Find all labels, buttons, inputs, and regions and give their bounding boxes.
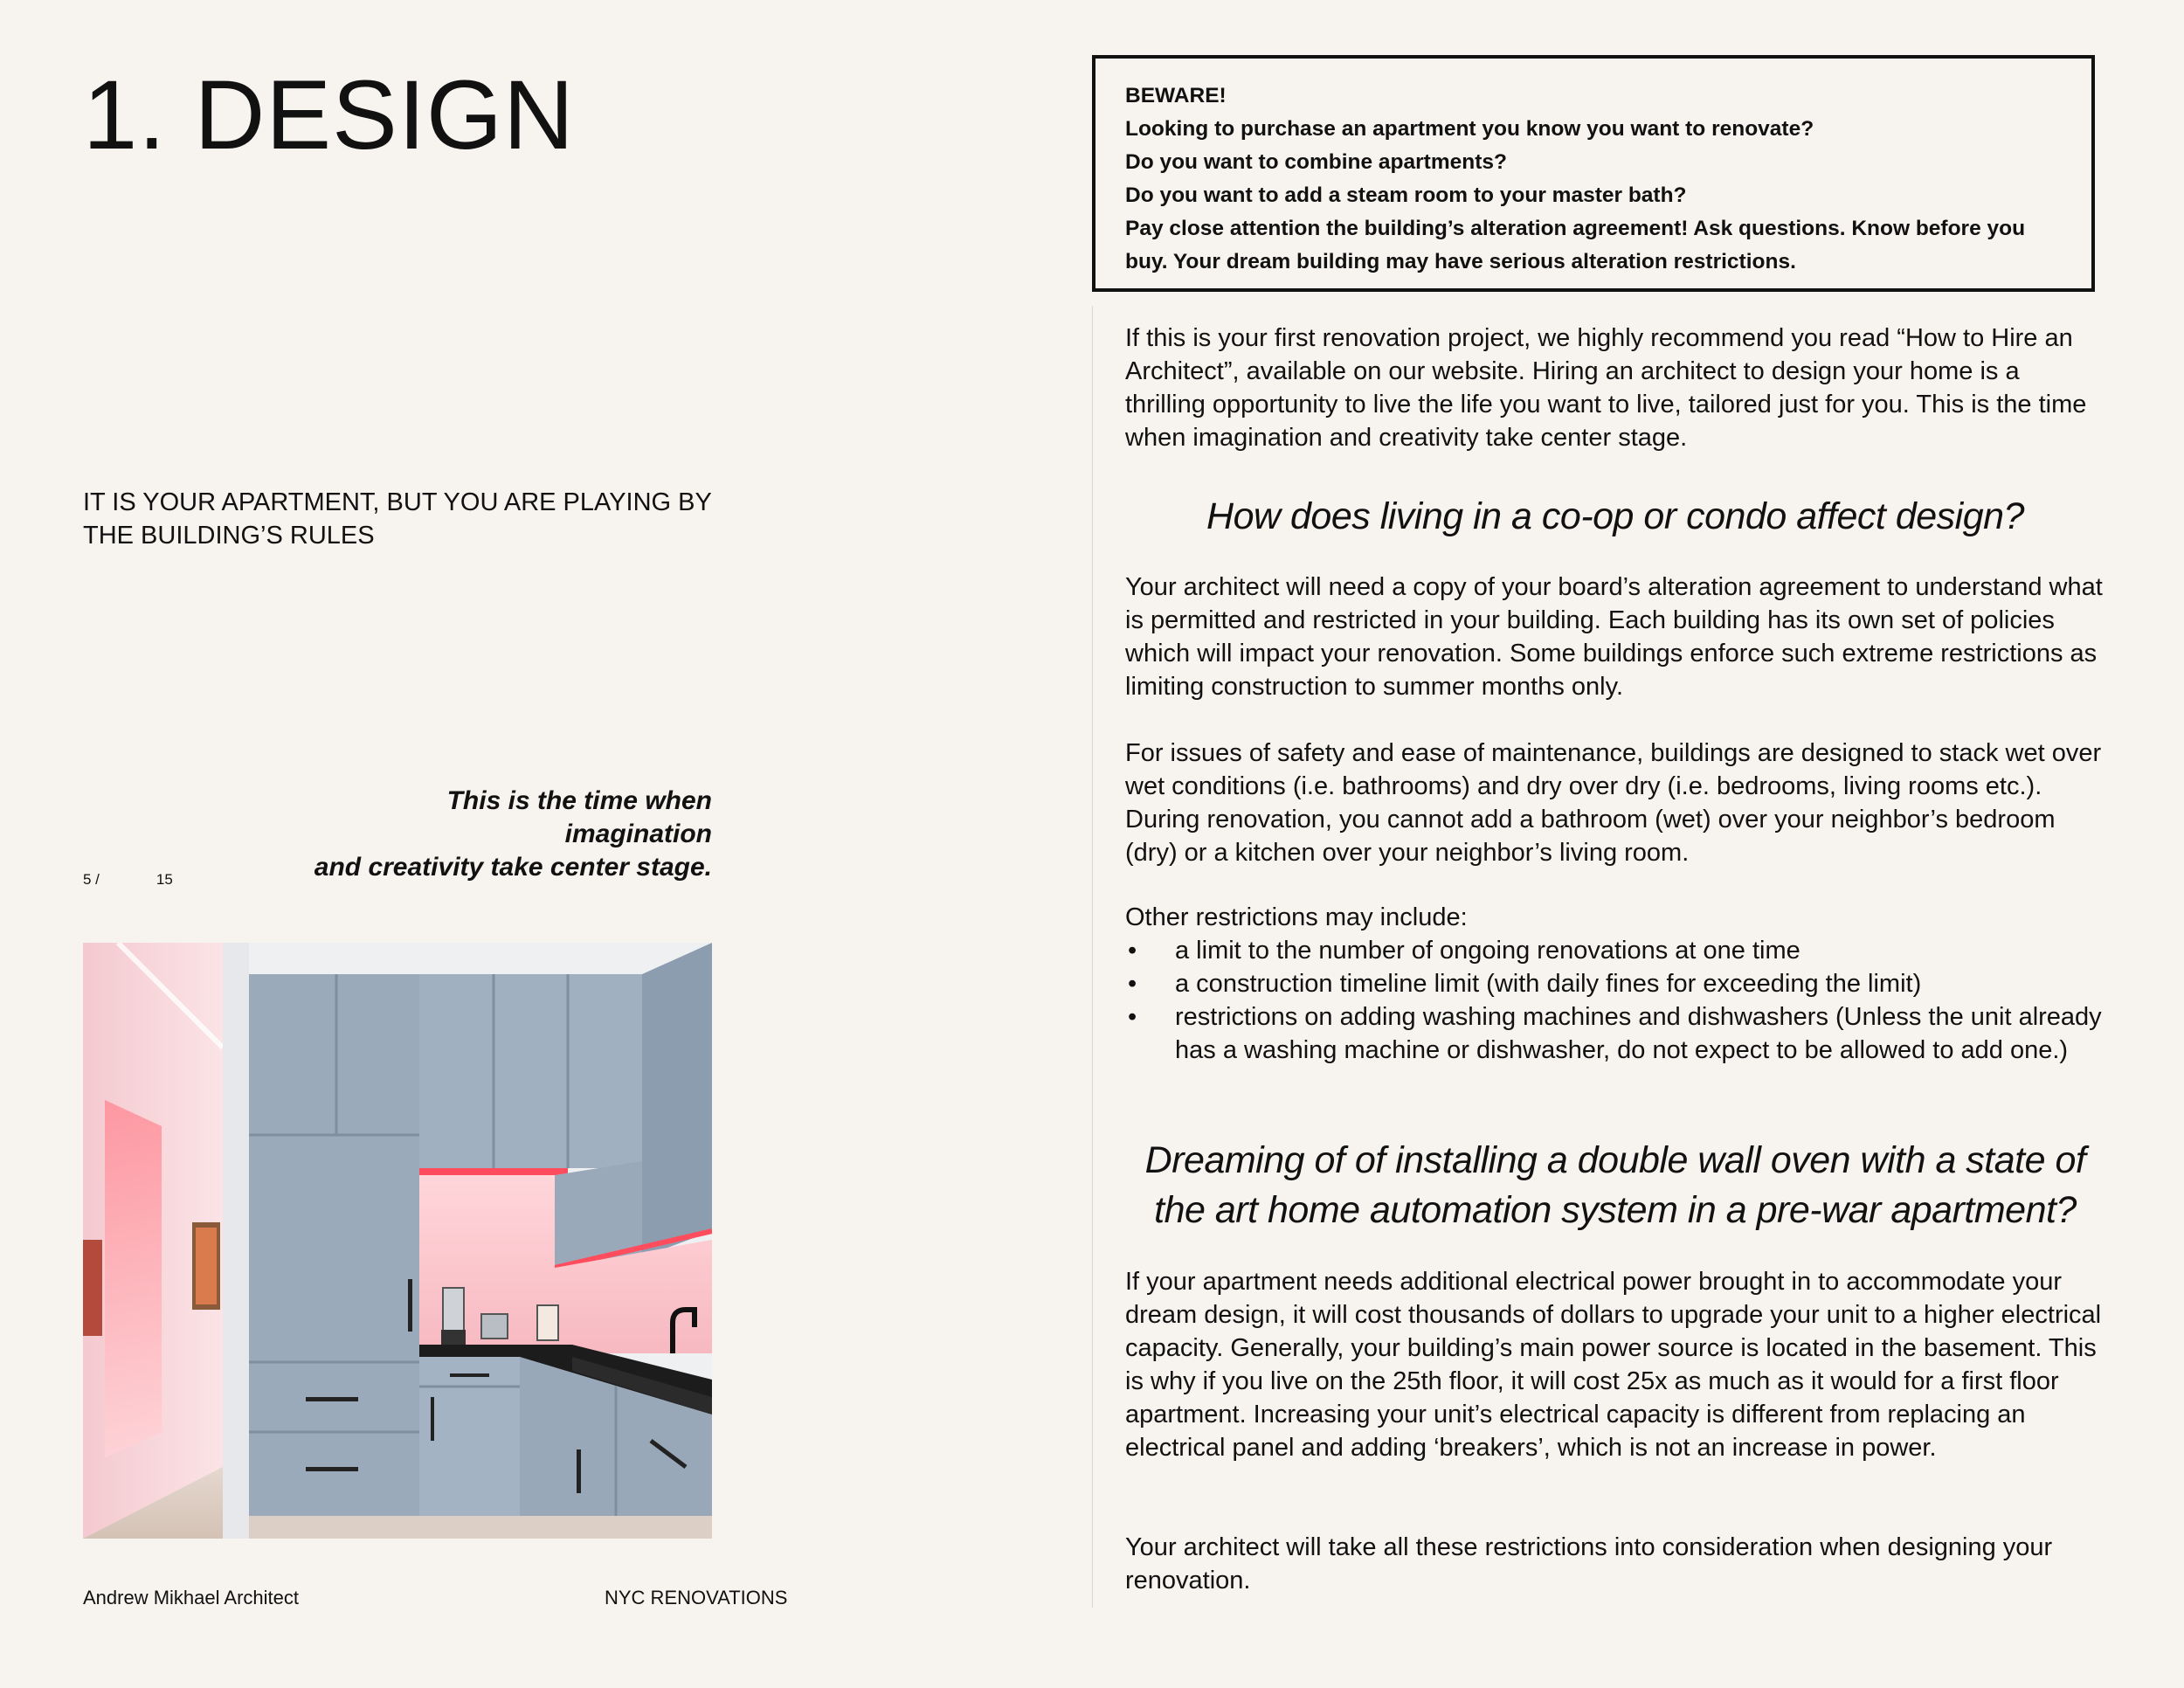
page-current: 5 /: [83, 871, 100, 888]
paragraph: If your apartment needs additional electrical power brought in to accommodate your dream design, it will cost thousands of dollars to upgrade your unit to a higher electrical capacity. Generally, your building’s main power source is located in the basement. This is why if you live on the 25th floor, it will cost 25x as much as it would for a first floor apartment. Increasing your unit’s electrical capacity is different from replacing an electrical panel and adding ‘breakers’, which is not an increase in power.: [1125, 1268, 2102, 1462]
page-number: [83, 871, 173, 889]
list-item-text: a limit to the number of ongoing renovations at one time: [1175, 937, 1800, 965]
restrictions-list: [1125, 934, 2104, 1067]
bullet: •: [1128, 970, 1137, 998]
section-heading: [1092, 1136, 2139, 1235]
beware-callout-box: [1092, 55, 2095, 292]
section-subtitle: [83, 486, 747, 552]
pull-quote: [297, 785, 712, 884]
beware-line: buy. Your dream building may have serious alteration restrictions.: [1125, 250, 1796, 273]
subtitle-line: IT IS YOUR APARTMENT, BUT YOU ARE PLAYING BY: [83, 488, 712, 516]
paragraph: Your architect will need a copy of your board’s alteration agreement to understand what is permitted and restricted in your building. Each building has its own set of policies which will impact your renovation. Some buildings enforce such extreme restrictions as limiting construction to summer months only.: [1125, 573, 2103, 701]
bullet: •: [1128, 937, 1137, 965]
page-total: 15: [156, 871, 173, 888]
list-intro: Other restrictions may include:: [1125, 903, 1468, 931]
beware-line: Do you want to combine apartments?: [1125, 150, 1507, 174]
page-title: 1. DESIGN: [83, 60, 575, 169]
beware-line: Do you want to add a steam room to your master bath?: [1125, 183, 1687, 207]
intro-paragraph: If this is your first renovation project, we highly recommend you read “How to Hire an Architect”, available on our website. Hiring an architect to design your home is a thrilling opportunity to live the life you want to live, tailored just for you. This is the time when imagination and creativity take center stage.: [1125, 324, 2087, 452]
beware-line: Pay close attention the building’s alteration agreement! Ask questions. Know before you: [1125, 217, 2026, 240]
paragraph: For issues of safety and ease of maintenance, buildings are designed to stack wet over wet conditions (i.e. bathrooms) and dry over dry (i.e. bedrooms, living rooms etc.). During renovation, you cannot add a bathroom (wet) over your neighbor’s bedroom (dry) or a kitchen over your neighbor’s living room.: [1125, 739, 2102, 867]
beware-heading: BEWARE!: [1125, 84, 1227, 107]
subtitle-line: THE BUILDING’S RULES: [83, 522, 375, 550]
list-item: [1125, 1000, 2104, 1067]
footer-architect: Andrew Mikhael Architect: [83, 1587, 299, 1608]
closing-paragraph: Your architect will take all these restrictions into consideration when designing your renovation.: [1125, 1533, 2053, 1595]
kitchen-photo: [83, 943, 712, 1539]
section-heading: How does living in a co-op or condo affect design?: [1206, 495, 2024, 537]
footer-series: NYC RENOVATIONS: [605, 1587, 788, 1608]
quote-line: and creativity take center stage.: [314, 853, 712, 882]
list-item: [1125, 967, 2104, 1000]
beware-line: Looking to purchase an apartment you know you want to renovate?: [1125, 117, 1814, 141]
list-item: [1125, 934, 2104, 967]
list-item-text: restrictions on adding washing machines and dishwashers (Unless the unit already has a washing machine or dishwasher, do not expect to be allowed to add one.): [1175, 1003, 2102, 1064]
quote-line: This is the time when imagination: [446, 786, 712, 848]
heading-line: Dreaming of of installing a double wall oven with a state of: [1144, 1139, 2086, 1181]
bullet: •: [1128, 1003, 1137, 1031]
heading-line: the art home automation system in a pre-war apartment?: [1154, 1189, 2077, 1231]
list-item-text: a construction timeline limit (with daily fines for exceeding the limit): [1175, 970, 1922, 998]
